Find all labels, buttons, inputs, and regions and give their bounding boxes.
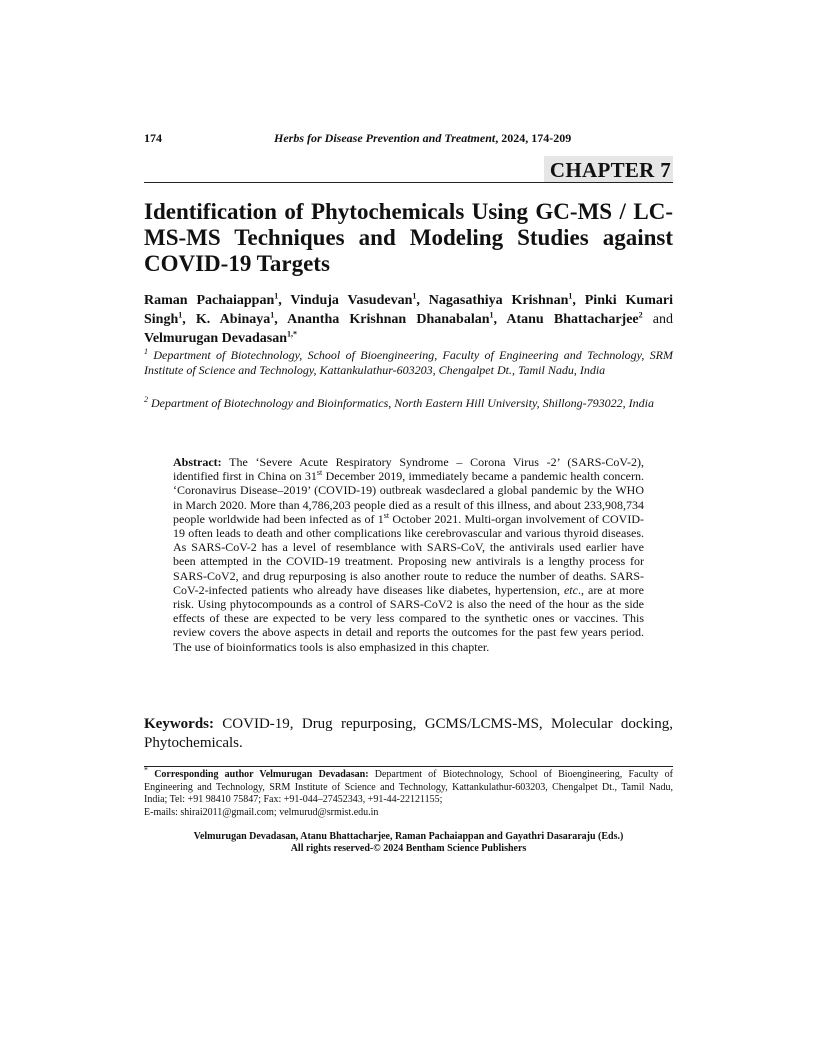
- abstract-text: ., are at more risk. Using phytocompounds as a control of SARS-CoV2 is also the need of the hour as the side effects of these are expected to be very less compared to the synthetic ones or vaccines. This review covers the above aspects in detail and reports the outcomes for the past few years period. The use of bioinformatics tools is also emphasized in this chapter.: [173, 582, 644, 654]
- author: Atanu Bhattacharjee: [506, 312, 639, 327]
- abstract-italic: etc: [563, 582, 578, 597]
- ordinal-suffix: st: [316, 468, 323, 478]
- chapter-title: Identification of Phytochemicals Using GC-MS / LC-MS-MS Techniques and Modeling Studies against COVID-19 Targets: [144, 199, 673, 276]
- page-number: 174: [144, 131, 162, 145]
- footnote-divider: [144, 766, 673, 767]
- ordinal-suffix: st: [383, 510, 390, 520]
- abstract-label: Abstract:: [173, 455, 222, 469]
- affiliation-text: Department of Biotechnology and Bioinformatics, North Eastern Hill University, Shillong-793022, India: [151, 396, 654, 410]
- author: Pinki Kumari Singh: [144, 293, 673, 327]
- author-affiliation-mark: 1: [270, 310, 275, 320]
- author-affiliation-mark: 1: [568, 291, 573, 301]
- journal-suffix: , 2024, 174-209: [495, 131, 572, 145]
- affiliation-mark: 2: [144, 395, 148, 404]
- abstract-text: The ‘Severe Acute Respiratory Syndrome – Corona Virus -2’ (SARS-CoV-2), identified first in China on 31: [173, 455, 644, 484]
- author: Anantha Krishnan Dhanabalan: [287, 312, 490, 327]
- chapter-label: CHAPTER 7: [544, 156, 673, 182]
- keywords-text: COVID-19, Drug repurposing, GCMS/LCMS-MS, Molecular docking, Phytochemicals.: [144, 716, 673, 751]
- author-affiliation-mark: 1: [489, 310, 494, 320]
- footnote-text: Department of Biotechnology, School of Bioengineering, Faculty of Engineering and Technology, SRM Institute of Science and Technology, Kattankulathur-603203, Chengalpet Dt., Tamil Nadu, India; Tel: +91 98410 75847; Fax: +91-044–27452343, +91-44-22121155;: [144, 769, 673, 805]
- journal-citation: [274, 131, 571, 146]
- author-affiliation-mark: 1,*: [287, 329, 298, 339]
- affiliation-text: Department of Biotechnology, School of Bioengineering, Faculty of Engineering and Technology, SRM Institute of Science and Technology, Kattankulathur-603203, Chengalpet Dt., Tamil Nadu, India: [144, 348, 673, 377]
- editors-line: Velmurugan Devadasan, Atanu Bhattacharjee, Raman Pachaiappan and Gayathri Dasararaju (Eds.): [193, 831, 624, 842]
- author-affiliation-mark: 2: [638, 310, 643, 320]
- rights-line: All rights reserved-© 2024 Bentham Science Publishers: [290, 842, 527, 854]
- corresponding-author-footnote: [144, 765, 673, 819]
- affiliation-mark: 1: [144, 347, 148, 356]
- publication-info: [144, 831, 673, 854]
- keywords: [144, 715, 673, 753]
- keywords-label: Keywords:: [144, 716, 214, 732]
- author-affiliation-mark: 1: [274, 291, 279, 301]
- abstract: [173, 455, 644, 654]
- footnote-mark: *: [144, 765, 148, 775]
- author: Raman Pachaiappan: [144, 293, 275, 308]
- author-affiliation-mark: 1: [412, 291, 417, 301]
- author-conjunction: and: [652, 312, 673, 327]
- author-list: Raman Pachaiappan$^1$, Vinduja Vasudevan$^1$, Nagasathiya Krishnan$^1$, Pinki Kumari Singh$^1$, K. Abinaya$^1$, Anantha Krishnan Dhanabalan$^1$, Atanu Bhattacharjee$^2$ and Velmurugan Devadasan$^{1,*}$: [144, 291, 673, 346]
- author: Vinduja Vasudevan: [290, 293, 413, 308]
- author: K. Abinaya: [195, 312, 271, 327]
- author: Velmurugan Devadasan: [144, 331, 288, 346]
- author: Nagasathiya Krishnan: [428, 293, 569, 308]
- abstract-text: December 2019, immediately became a pandemic health concern. ‘Coronavirus Disease–2019’ (COVID-19) outbreak wasdeclared a global pandemic by the WHO in March 2020. More than 4,786,203 people died as a result of this illness, and about 233,908,734 people worldwide had been infected as of 1: [173, 469, 644, 526]
- affiliation: [144, 348, 673, 377]
- footnote-label: Corresponding author Velmurugan Devadasan:: [154, 769, 369, 780]
- abstract-text: October 2021. Multi-organ involvement of COVID-19 often leads to death and other complications like cerebrovascular and various thyroid diseases. As SARS-CoV-2 has a level of resemblance with SARS-CoV, the antivirals used earlier have been attempted in the COVID-19 treatment. Proposing new antivirals is a lengthy process for SARS-CoV2, and drug repurposing is also another route to reduce the number of deaths. SARS-CoV-2-infected patients who already have diseases like diabetes, hypertension,: [173, 511, 644, 597]
- affiliation: [144, 396, 673, 411]
- chapter-divider: [144, 182, 673, 183]
- author-affiliation-mark: 1: [178, 310, 183, 320]
- footnote-emails: E-mails: shirai2011@gmail.com; velmurud@srmist.edu.in: [144, 806, 379, 818]
- journal-title: Herbs for Disease Prevention and Treatment: [274, 131, 496, 145]
